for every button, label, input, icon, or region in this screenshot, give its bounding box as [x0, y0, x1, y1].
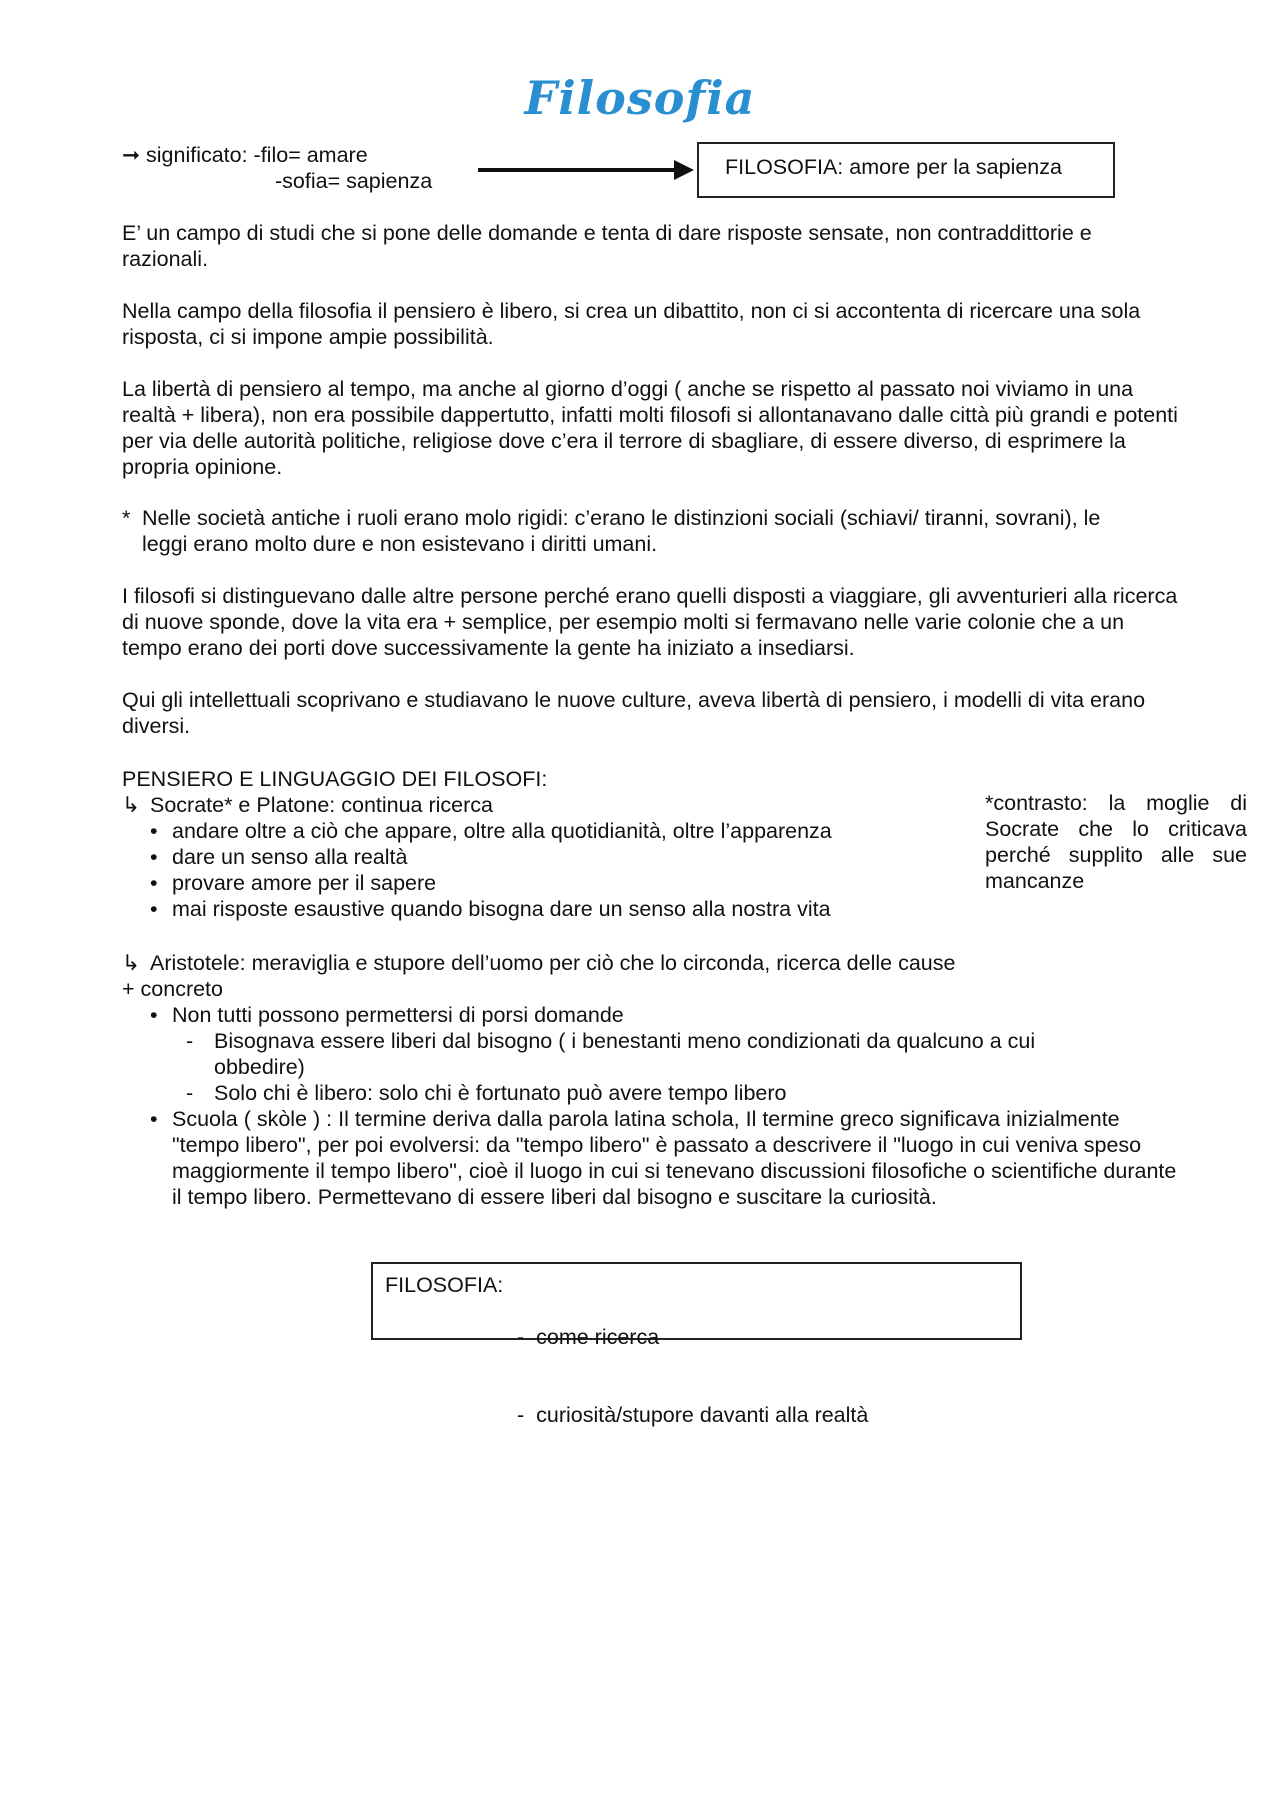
side-note: *contrasto: la moglie di Socrate che lo criticava perché supplito alle sue mancanze — [985, 791, 1247, 893]
summary-item: - come ricerca — [517, 1325, 660, 1349]
meaning-line-2: -sofia= sapienza — [275, 169, 433, 193]
long-arrow-icon — [478, 158, 694, 182]
definition-box — [697, 142, 1115, 198]
aristotele-label-cont: + concreto — [122, 977, 223, 1001]
asterisk-marker: * — [122, 506, 131, 530]
meaning-line-1: ➞ significato: -filo= amare — [122, 143, 368, 167]
aristotele-label: ↳ Aristotele: meraviglia e stupore dell’uomo per ciò che lo circonda, ricerca delle cause — [122, 951, 956, 975]
paragraph-4: Nelle società antiche i ruoli erano molo rigidi: c’erano le distinzioni sociali (schiavi/ tiranni, sovrani), le leggi erano molto dure e non esistevano i diritti umani. — [142, 506, 1101, 556]
summary-box — [371, 1262, 1022, 1427]
dash-item: - Bisognava essere liberi dal bisogno ( i benestanti meno condizionati da qualcuno a cui obbedire) — [184, 1028, 1124, 1080]
right-arrow-icon: ➞ — [122, 143, 141, 167]
paragraph-2: Nella campo della filosofia il pensiero è libero, si crea un dibattito, non ci si accontenta di ricercare una sola risposta, ci si impone ampie possibilità. — [122, 299, 1141, 349]
list-item: • provare amore per il sapere — [150, 870, 982, 896]
list-item: • Non tutti possono permettersi di porsi domande — [150, 1002, 1182, 1028]
list-item: • andare oltre a ciò che appare, oltre alla quotidianità, oltre l’apparenza — [150, 818, 982, 844]
paragraph-5: I filosofi si distinguevano dalle altre persone perché erano quelli disposti a viaggiare, gli avventurieri alla ricerca di nuove sponde, dove la vita era + semplice, per esempio molti si fermavano nelle varie colonie che a un tempo erano dei porti dove successivamente la gente ha iniziato a insediarsi. — [122, 584, 1178, 660]
socrate-label: ↳ Socrate* e Platone: continua ricerca — [122, 793, 494, 817]
aristotele-block — [122, 950, 1182, 1210]
list-item: • mai risposte esaustive quando bisogna dare un senso alla nostra vita — [150, 896, 982, 922]
summary-item: - curiosità/stupore davanti alla realtà — [517, 1403, 869, 1427]
paragraph-3: La libertà di pensiero al tempo, ma anche al giorno d’oggi ( anche se rispetto al passato noi viviamo in una realtà + libera), non era possibile dappertutto, infatti molti filosofi si allontanavano dalle città più grandi e potenti per via delle autorità politiche, religiose dove c’era il terrore di sbagliare, di essere diverso, di esprimere la propria opinione. — [122, 377, 1178, 479]
paragraph-6: Qui gli intellettuali scoprivano e studiavano le nuove culture, aveva libertà di pensiero, i modelli di vita erano diversi. — [122, 688, 1146, 738]
socrate-block — [122, 792, 982, 922]
page-title: Filosofia — [524, 71, 756, 125]
definition-text: FILOSOFIA: amore per la sapienza — [725, 155, 1062, 179]
list-item: • Scuola ( skòle ) : Il termine deriva dalla parola latina schola, Il termine greco significava inizialmente "tempo libero", per poi evolversi: da "tempo libero" è passato a descrivere il "luogo in cui veniva speso maggiormente il tempo libero", cioè il luogo in cui si tenevano discussioni filosofiche o scientifiche durante il tempo libero. Permettevano di essere liberi dal bisogno e suscitare la curiosità. — [150, 1106, 1182, 1210]
dash-item: - Solo chi è libero: solo chi è fortunato può avere tempo libero — [184, 1080, 1124, 1106]
summary-list — [517, 1272, 868, 1480]
list-item: • dare un senso alla realtà — [150, 844, 982, 870]
hook-arrow-icon: ↳ — [122, 793, 141, 817]
hook-arrow-icon: ↳ — [122, 951, 141, 975]
paragraph-1: E’ un campo di studi che si pone delle domande e tenta di dare risposte sensate, non contraddittorie e razionali. — [122, 221, 1092, 271]
summary-label: FILOSOFIA: — [385, 1273, 504, 1297]
section-heading: PENSIERO E LINGUAGGIO DEI FILOSOFI: — [122, 767, 548, 791]
